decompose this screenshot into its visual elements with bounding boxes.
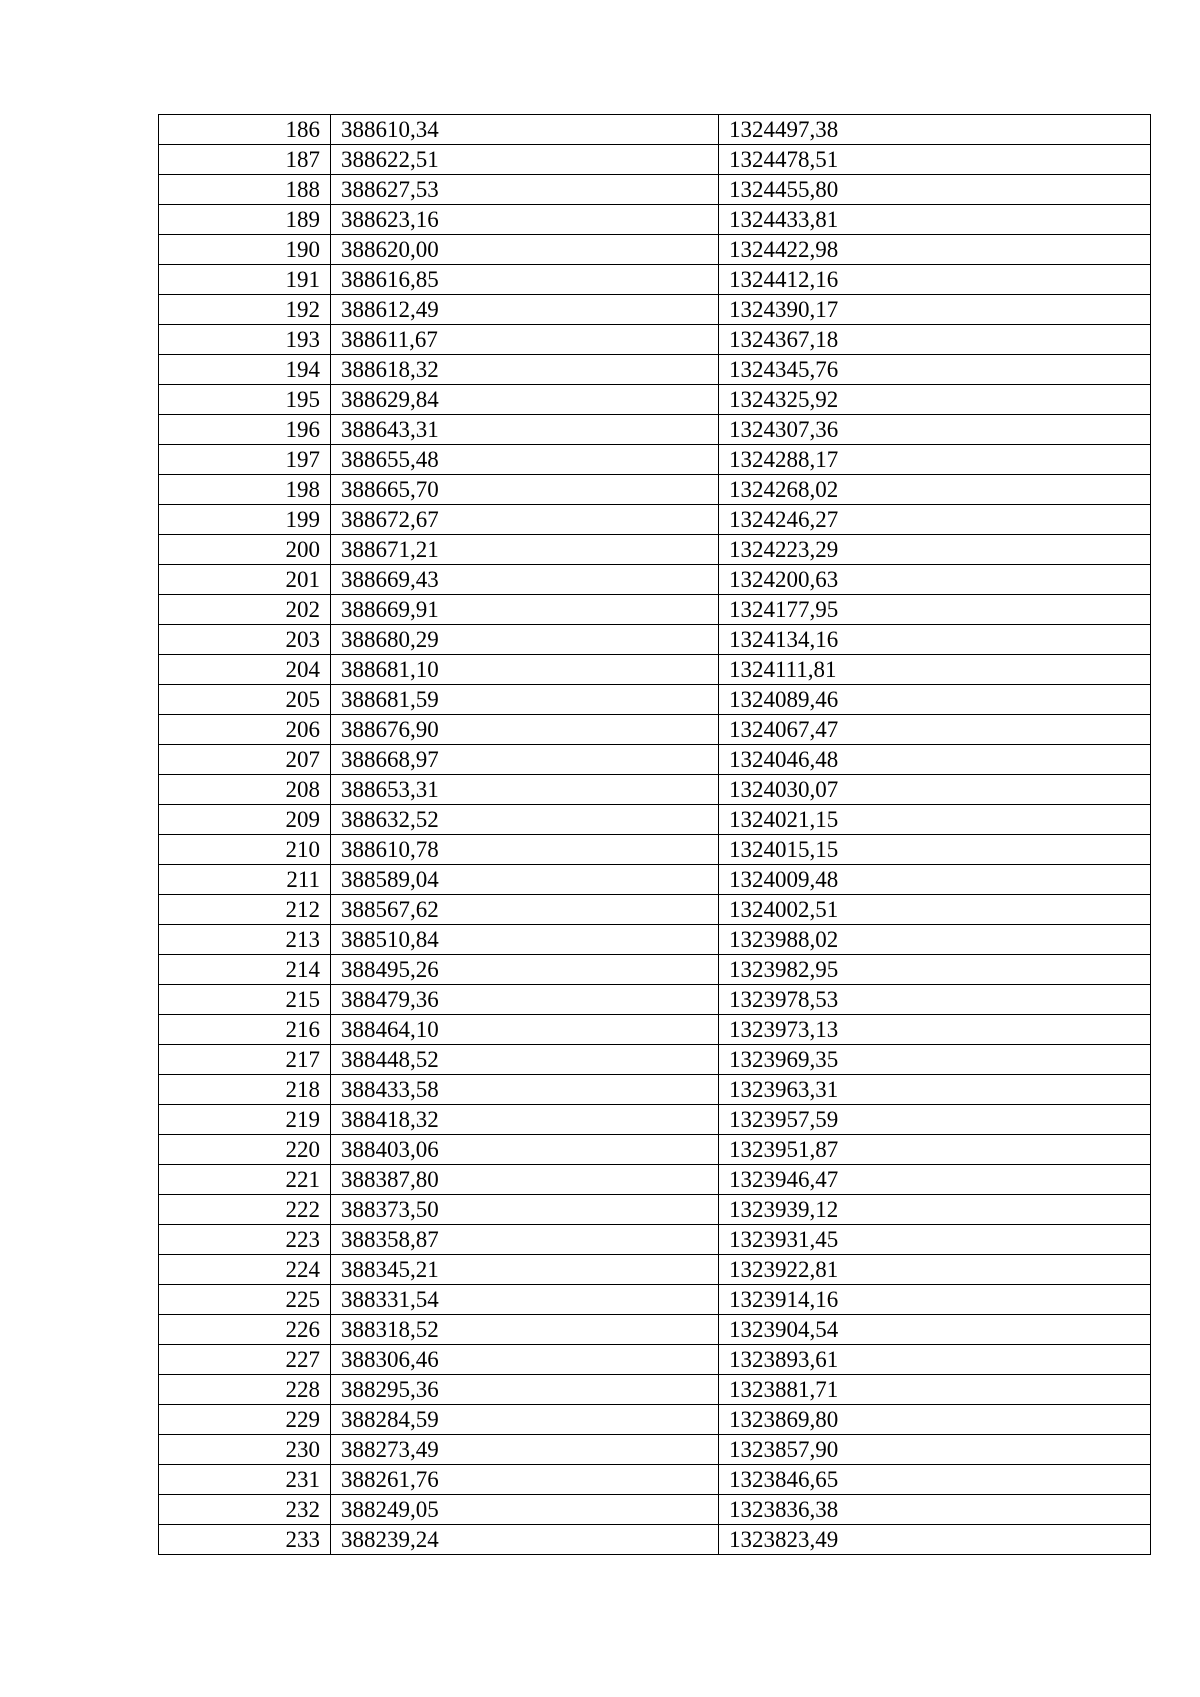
y-coordinate-cell: 1324134,16 [719,625,1151,655]
table-row [159,205,1151,235]
y-coordinate-cell: 1324455,80 [719,175,1151,205]
y-coordinate-cell: 1324268,02 [719,475,1151,505]
table-row [159,145,1151,175]
coordinates-table [158,114,1151,1555]
point-number-cell: 219 [159,1105,331,1135]
x-coordinate-cell: 388403,06 [331,1135,719,1165]
table-row [159,1225,1151,1255]
x-coordinate-cell: 388632,52 [331,805,719,835]
y-coordinate-cell: 1324478,51 [719,145,1151,175]
x-coordinate-cell: 388668,97 [331,745,719,775]
x-coordinate-cell: 388627,53 [331,175,719,205]
point-number-cell: 204 [159,655,331,685]
table-row [159,685,1151,715]
table-row [159,955,1151,985]
table-row [159,1195,1151,1225]
y-coordinate-cell: 1324367,18 [719,325,1151,355]
x-coordinate-cell: 388239,24 [331,1525,719,1555]
point-number-cell: 214 [159,955,331,985]
point-number-cell: 233 [159,1525,331,1555]
y-coordinate-cell: 1324246,27 [719,505,1151,535]
point-number-cell: 232 [159,1495,331,1525]
y-coordinate-cell: 1324325,92 [719,385,1151,415]
point-number-cell: 196 [159,415,331,445]
table-row [159,565,1151,595]
point-number-cell: 186 [159,115,331,145]
point-number-cell: 210 [159,835,331,865]
table-row [159,925,1151,955]
point-number-cell: 187 [159,145,331,175]
y-coordinate-cell: 1324177,95 [719,595,1151,625]
point-number-cell: 229 [159,1405,331,1435]
point-number-cell: 199 [159,505,331,535]
table-row [159,655,1151,685]
x-coordinate-cell: 388622,51 [331,145,719,175]
x-coordinate-cell: 388680,29 [331,625,719,655]
y-coordinate-cell: 1323823,49 [719,1525,1151,1555]
table-row [159,775,1151,805]
x-coordinate-cell: 388671,21 [331,535,719,565]
table-row [159,535,1151,565]
y-coordinate-cell: 1324030,07 [719,775,1151,805]
table-row [159,715,1151,745]
y-coordinate-cell: 1323857,90 [719,1435,1151,1465]
point-number-cell: 200 [159,535,331,565]
x-coordinate-cell: 388433,58 [331,1075,719,1105]
table-row [159,1345,1151,1375]
table-row [159,295,1151,325]
point-number-cell: 217 [159,1045,331,1075]
point-number-cell: 201 [159,565,331,595]
point-number-cell: 227 [159,1345,331,1375]
x-coordinate-cell: 388618,32 [331,355,719,385]
x-coordinate-cell: 388306,46 [331,1345,719,1375]
y-coordinate-cell: 1324046,48 [719,745,1151,775]
table-row [159,1435,1151,1465]
x-coordinate-cell: 388510,84 [331,925,719,955]
y-coordinate-cell: 1323893,61 [719,1345,1151,1375]
point-number-cell: 207 [159,745,331,775]
y-coordinate-cell: 1323957,59 [719,1105,1151,1135]
x-coordinate-cell: 388331,54 [331,1285,719,1315]
point-number-cell: 225 [159,1285,331,1315]
x-coordinate-cell: 388495,26 [331,955,719,985]
x-coordinate-cell: 388479,36 [331,985,719,1015]
x-coordinate-cell: 388681,59 [331,685,719,715]
y-coordinate-cell: 1324390,17 [719,295,1151,325]
table-row [159,1015,1151,1045]
table-row [159,475,1151,505]
point-number-cell: 208 [159,775,331,805]
table-row [159,1405,1151,1435]
point-number-cell: 228 [159,1375,331,1405]
y-coordinate-cell: 1324307,36 [719,415,1151,445]
table-row [159,265,1151,295]
x-coordinate-cell: 388653,31 [331,775,719,805]
y-coordinate-cell: 1324009,48 [719,865,1151,895]
x-coordinate-cell: 388295,36 [331,1375,719,1405]
point-number-cell: 193 [159,325,331,355]
point-number-cell: 216 [159,1015,331,1045]
point-number-cell: 189 [159,205,331,235]
x-coordinate-cell: 388672,67 [331,505,719,535]
point-number-cell: 194 [159,355,331,385]
point-number-cell: 218 [159,1075,331,1105]
x-coordinate-cell: 388261,76 [331,1465,719,1495]
y-coordinate-cell: 1324067,47 [719,715,1151,745]
coordinates-table-body [159,115,1151,1555]
y-coordinate-cell: 1323836,38 [719,1495,1151,1525]
table-row [159,865,1151,895]
point-number-cell: 195 [159,385,331,415]
x-coordinate-cell: 388358,87 [331,1225,719,1255]
x-coordinate-cell: 388273,49 [331,1435,719,1465]
x-coordinate-cell: 388629,84 [331,385,719,415]
point-number-cell: 215 [159,985,331,1015]
x-coordinate-cell: 388655,48 [331,445,719,475]
point-number-cell: 190 [159,235,331,265]
x-coordinate-cell: 388567,62 [331,895,719,925]
table-row [159,505,1151,535]
table-row [159,745,1151,775]
x-coordinate-cell: 388620,00 [331,235,719,265]
table-row [159,1285,1151,1315]
point-number-cell: 191 [159,265,331,295]
y-coordinate-cell: 1323982,95 [719,955,1151,985]
table-row [159,595,1151,625]
point-number-cell: 192 [159,295,331,325]
point-number-cell: 224 [159,1255,331,1285]
table-row [159,1465,1151,1495]
x-coordinate-cell: 388318,52 [331,1315,719,1345]
point-number-cell: 223 [159,1225,331,1255]
x-coordinate-cell: 388249,05 [331,1495,719,1525]
y-coordinate-cell: 1323939,12 [719,1195,1151,1225]
y-coordinate-cell: 1324111,81 [719,655,1151,685]
table-row [159,1495,1151,1525]
y-coordinate-cell: 1323881,71 [719,1375,1151,1405]
x-coordinate-cell: 388589,04 [331,865,719,895]
x-coordinate-cell: 388345,21 [331,1255,719,1285]
table-row [159,1315,1151,1345]
x-coordinate-cell: 388284,59 [331,1405,719,1435]
table-row [159,1525,1151,1555]
y-coordinate-cell: 1323914,16 [719,1285,1151,1315]
table-row [159,835,1151,865]
point-number-cell: 226 [159,1315,331,1345]
table-row [159,115,1151,145]
x-coordinate-cell: 388610,78 [331,835,719,865]
point-number-cell: 188 [159,175,331,205]
x-coordinate-cell: 388669,91 [331,595,719,625]
point-number-cell: 202 [159,595,331,625]
point-number-cell: 198 [159,475,331,505]
point-number-cell: 197 [159,445,331,475]
y-coordinate-cell: 1323963,31 [719,1075,1151,1105]
y-coordinate-cell: 1323969,35 [719,1045,1151,1075]
x-coordinate-cell: 388387,80 [331,1165,719,1195]
x-coordinate-cell: 388612,49 [331,295,719,325]
table-row [159,985,1151,1015]
y-coordinate-cell: 1323946,47 [719,1165,1151,1195]
y-coordinate-cell: 1323904,54 [719,1315,1151,1345]
y-coordinate-cell: 1323869,80 [719,1405,1151,1435]
x-coordinate-cell: 388373,50 [331,1195,719,1225]
table-row [159,445,1151,475]
table-row [159,175,1151,205]
x-coordinate-cell: 388448,52 [331,1045,719,1075]
point-number-cell: 211 [159,865,331,895]
y-coordinate-cell: 1323978,53 [719,985,1151,1015]
y-coordinate-cell: 1324433,81 [719,205,1151,235]
x-coordinate-cell: 388643,31 [331,415,719,445]
x-coordinate-cell: 388611,67 [331,325,719,355]
y-coordinate-cell: 1324412,16 [719,265,1151,295]
point-number-cell: 213 [159,925,331,955]
y-coordinate-cell: 1324223,29 [719,535,1151,565]
table-row [159,1375,1151,1405]
y-coordinate-cell: 1324345,76 [719,355,1151,385]
y-coordinate-cell: 1323973,13 [719,1015,1151,1045]
y-coordinate-cell: 1323931,45 [719,1225,1151,1255]
table-row [159,1255,1151,1285]
x-coordinate-cell: 388669,43 [331,565,719,595]
table-row [159,415,1151,445]
table-row [159,385,1151,415]
y-coordinate-cell: 1324089,46 [719,685,1151,715]
y-coordinate-cell: 1323846,65 [719,1465,1151,1495]
table-row [159,325,1151,355]
table-row [159,355,1151,385]
table-row [159,1135,1151,1165]
y-coordinate-cell: 1324200,63 [719,565,1151,595]
x-coordinate-cell: 388665,70 [331,475,719,505]
point-number-cell: 222 [159,1195,331,1225]
point-number-cell: 212 [159,895,331,925]
table-row [159,1105,1151,1135]
y-coordinate-cell: 1324497,38 [719,115,1151,145]
point-number-cell: 209 [159,805,331,835]
y-coordinate-cell: 1324288,17 [719,445,1151,475]
y-coordinate-cell: 1323988,02 [719,925,1151,955]
point-number-cell: 230 [159,1435,331,1465]
table-row [159,1045,1151,1075]
y-coordinate-cell: 1323922,81 [719,1255,1151,1285]
y-coordinate-cell: 1324015,15 [719,835,1151,865]
table-row [159,1165,1151,1195]
x-coordinate-cell: 388418,32 [331,1105,719,1135]
point-number-cell: 205 [159,685,331,715]
table-row [159,805,1151,835]
x-coordinate-cell: 388681,10 [331,655,719,685]
table-row [159,895,1151,925]
table-row [159,1075,1151,1105]
x-coordinate-cell: 388464,10 [331,1015,719,1045]
y-coordinate-cell: 1324422,98 [719,235,1151,265]
y-coordinate-cell: 1324002,51 [719,895,1151,925]
point-number-cell: 221 [159,1165,331,1195]
y-coordinate-cell: 1324021,15 [719,805,1151,835]
x-coordinate-cell: 388676,90 [331,715,719,745]
point-number-cell: 203 [159,625,331,655]
table-row [159,235,1151,265]
x-coordinate-cell: 388623,16 [331,205,719,235]
table-row [159,625,1151,655]
y-coordinate-cell: 1323951,87 [719,1135,1151,1165]
point-number-cell: 206 [159,715,331,745]
x-coordinate-cell: 388616,85 [331,265,719,295]
point-number-cell: 231 [159,1465,331,1495]
x-coordinate-cell: 388610,34 [331,115,719,145]
point-number-cell: 220 [159,1135,331,1165]
